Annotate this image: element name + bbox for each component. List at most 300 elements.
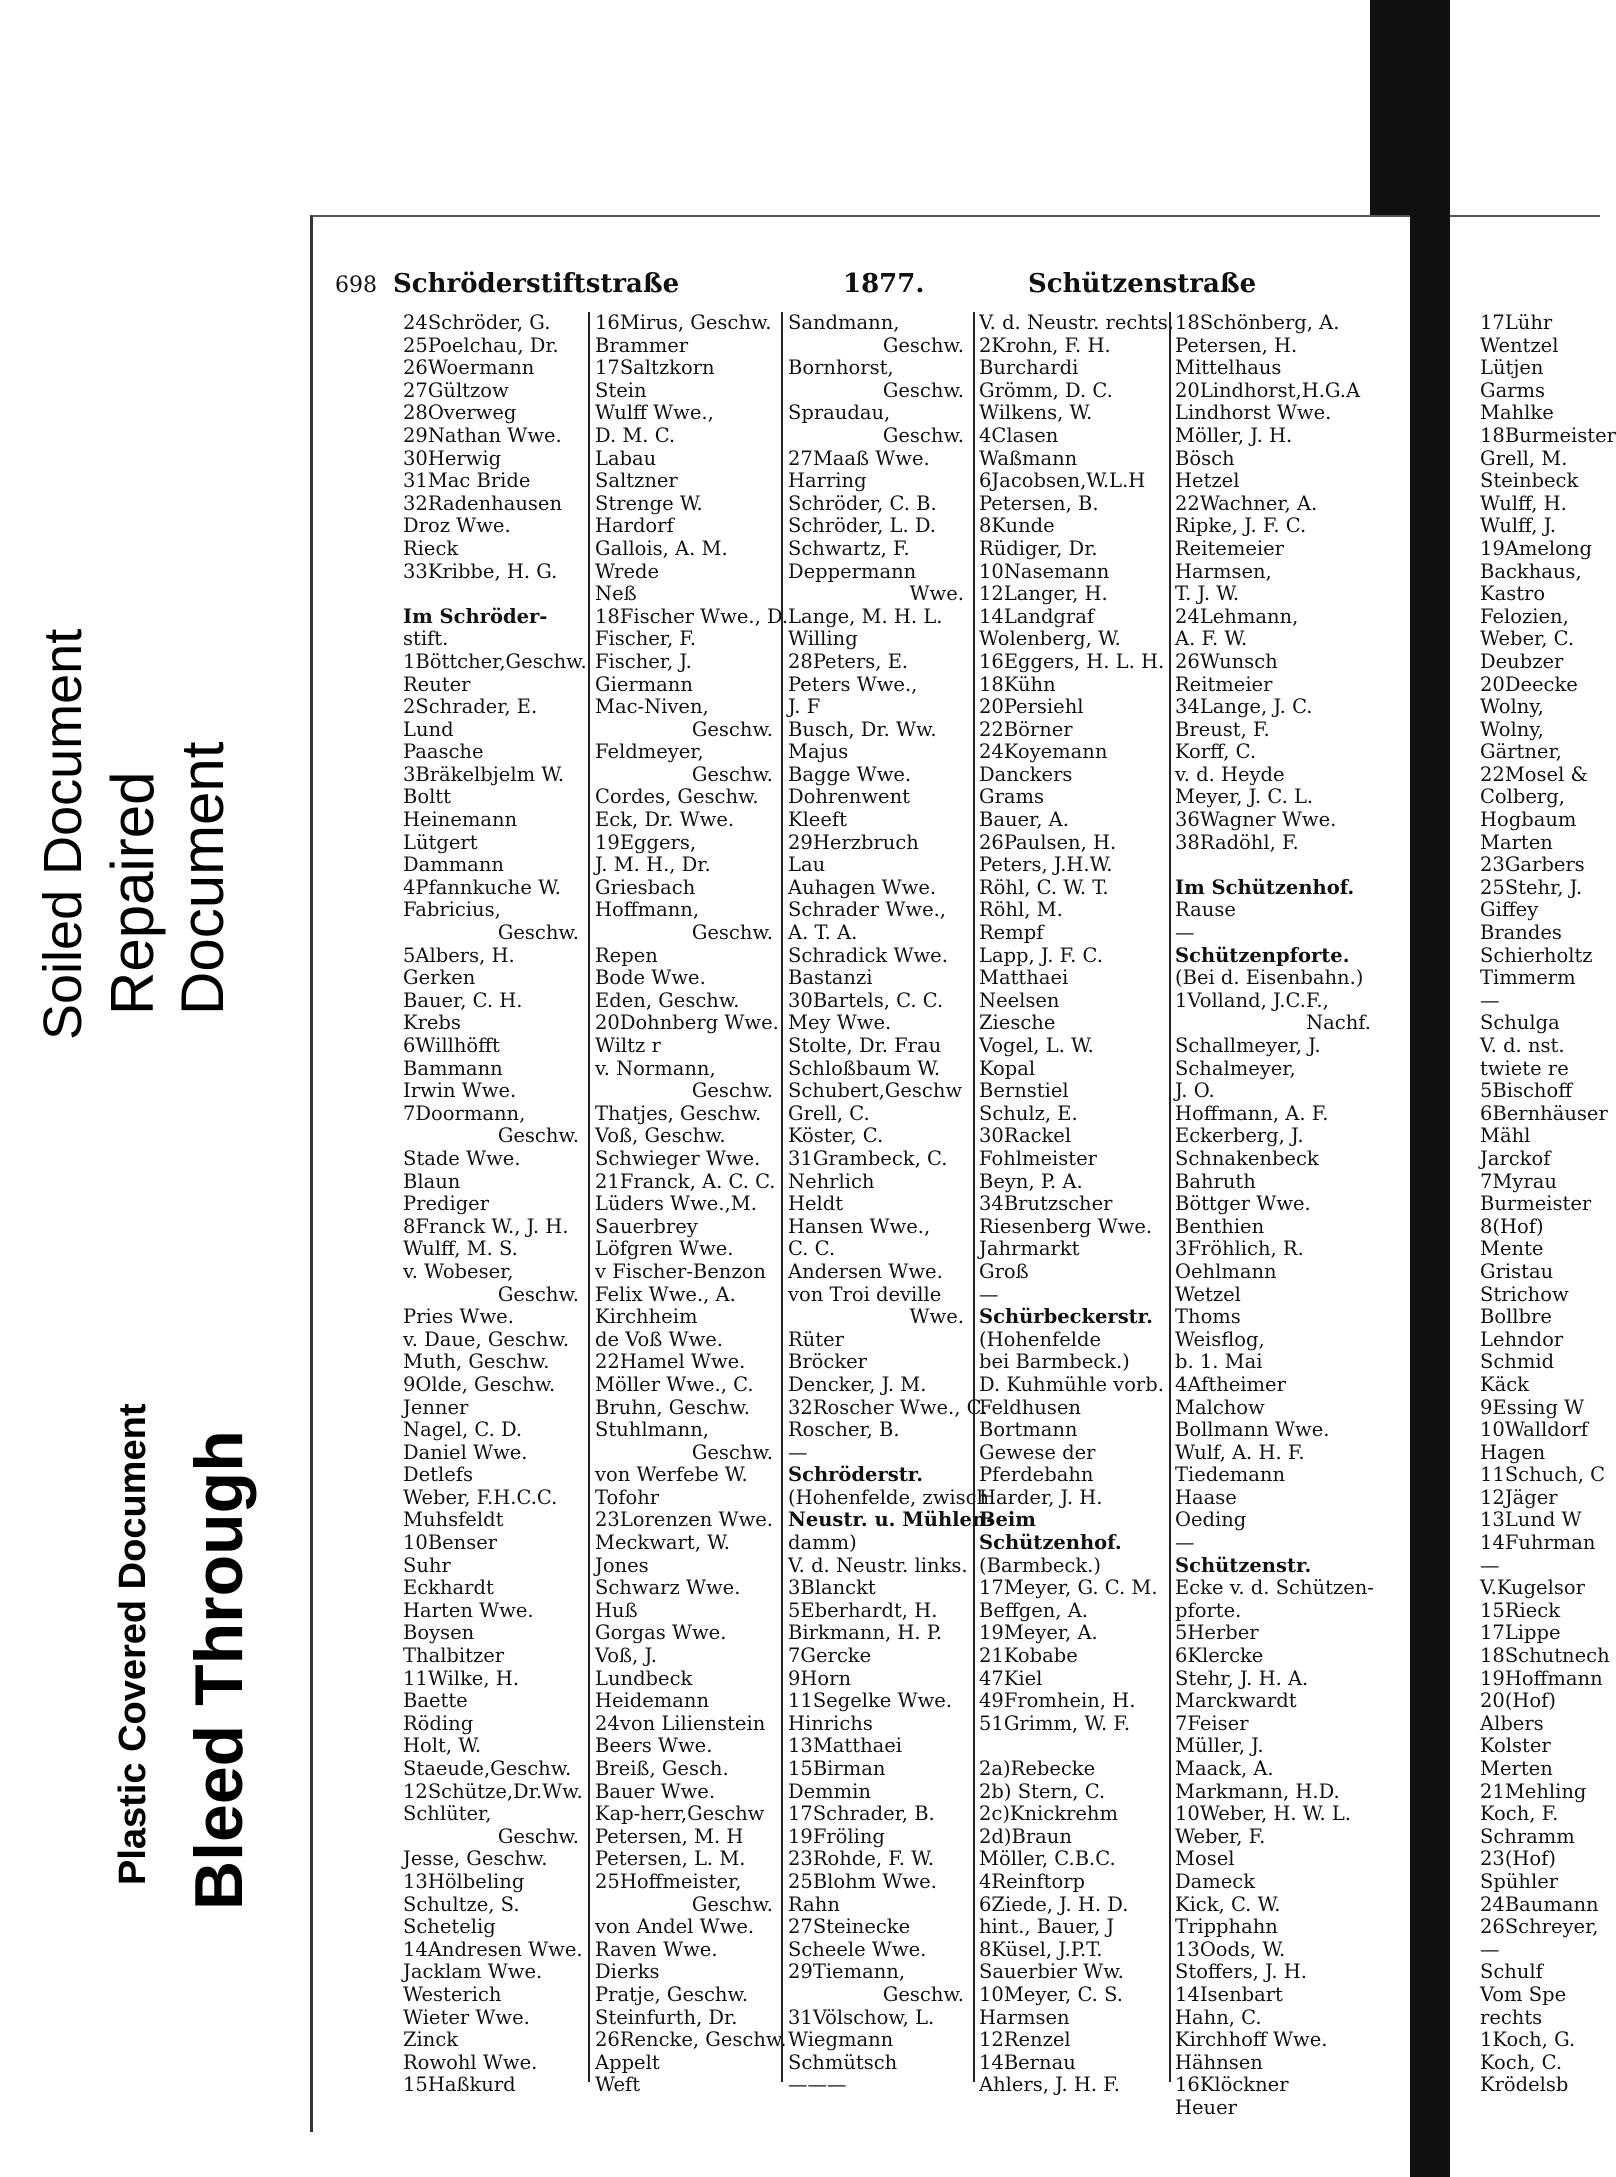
entry-line: Löfgren Wwe.: [595, 1237, 734, 1261]
entry-line: Merten: [1480, 1757, 1553, 1780]
entry-line: Lundbeck: [595, 1666, 693, 1690]
entry-line: 28Overweg: [403, 401, 517, 425]
entry-line: Schürbeckerstr.: [979, 1305, 1153, 1329]
column-rule: [973, 312, 975, 2082]
entry-line: V. d. Neustr. rechts.: [979, 311, 1174, 334]
entry-line: Garms: [1480, 378, 1546, 402]
entry-line: Timmerm: [1480, 966, 1576, 990]
entry-line: Schrader Wwe.,: [788, 898, 946, 922]
entry-line: Gorgas Wwe.: [595, 1621, 727, 1645]
entry-line: damm): [788, 1531, 857, 1555]
entry-line: Pferdebahn: [979, 1463, 1094, 1487]
column-1: [403, 311, 587, 2097]
entry-line: C. C.: [788, 1237, 836, 1261]
entry-line: Rempf: [979, 921, 1044, 945]
entry-line: 23(Hof): [1480, 1847, 1556, 1871]
entry-line: V.Kugelsor: [1480, 1576, 1585, 1600]
page-header: [335, 269, 1423, 309]
entry-line: twiete re: [1480, 1056, 1569, 1080]
entry-line: 1Böttcher,Geschw.: [403, 649, 587, 673]
entry-line: Käck: [1480, 1372, 1529, 1396]
entry-line: Demmin: [788, 1779, 871, 1803]
entry-line: Geschw.: [882, 378, 964, 402]
entry-line: 31Grambeck, C.: [788, 1146, 948, 1170]
entry-line: D. M. C.: [595, 423, 676, 447]
entry-line: Schultze, S.: [403, 1892, 520, 1916]
entry-line: Stuhlmann,: [595, 1418, 709, 1442]
entry-line: 49Fromhein, H.: [979, 1689, 1136, 1713]
directory-page: [310, 215, 1423, 2132]
entry-line: Prediger: [403, 1192, 490, 1216]
entry-line: Geschw.: [691, 1079, 773, 1103]
entry-line: Weber, F.: [1175, 1824, 1266, 1848]
entry-line: 5Herber: [1175, 1621, 1259, 1645]
entry-line: Cordes, Geschw.: [595, 785, 759, 809]
entry-line: A. F. W.: [1175, 627, 1248, 651]
entry-line: Paasche: [403, 740, 484, 764]
entry-line: Labau: [595, 446, 657, 470]
entry-line: Brandes: [1480, 921, 1562, 945]
entry-line: Wiegmann: [788, 2028, 894, 2052]
entry-line: 11Segelke Wwe.: [788, 1689, 952, 1713]
entry-line: 15Rieck: [1480, 1598, 1561, 1622]
entry-line: Schröderstr.: [788, 1463, 923, 1487]
entry-line: Wwe.: [909, 582, 964, 606]
entry-line: Hoffmann, A. F.: [1175, 1101, 1329, 1125]
entry-line: 6Bernhäuser: [1480, 1101, 1608, 1125]
entry-line: Möller, C.B.C.: [979, 1847, 1116, 1871]
entry-line: Markmann, H.D.: [1175, 1779, 1340, 1803]
entry-line: Koch, F.: [1480, 1802, 1559, 1826]
entry-line: Schetelig: [403, 1915, 496, 1939]
entry-line: 26Woermann: [403, 356, 535, 380]
entry-line: Irwin Wwe.: [403, 1079, 517, 1103]
entry-line: Fohlmeister: [979, 1146, 1097, 1170]
entry-line: 26Wunsch: [1175, 649, 1278, 673]
entry-line: Suhr: [403, 1553, 451, 1577]
entry-line: Boltt: [403, 785, 451, 809]
entry-line: Scheele Wwe.: [788, 1937, 927, 1961]
entry-line: 20(Hof): [1480, 1689, 1556, 1713]
entry-line: Hoffmann,: [595, 898, 700, 922]
entry-line: 13Oods, W.: [1175, 1937, 1286, 1961]
entry-line: 6Ziede, J. H. D.: [979, 1892, 1129, 1916]
entry-line: 9Olde, Geschw.: [403, 1372, 556, 1396]
entry-line: 24Schröder, G.: [403, 311, 551, 334]
entry-line: Jarckof: [1480, 1146, 1551, 1170]
entry-line: 31Völschow, L.: [788, 2005, 935, 2029]
entry-line: Geschw.: [691, 1440, 773, 1464]
entry-line: Staeude,Geschw.: [403, 1757, 572, 1780]
entry-line: Hetzel: [1175, 469, 1240, 493]
entry-line: Rüter: [788, 1327, 844, 1351]
entry-line: 3Bräkelbjelm W.: [403, 762, 565, 786]
entry-line: 26Paulsen, H.: [979, 830, 1117, 854]
entry-line: 29Nathan Wwe.: [403, 423, 562, 447]
entry-line: 6Willhöfft: [403, 1034, 500, 1057]
entry-line: 14Bernau: [979, 2050, 1076, 2074]
column-rule: [588, 312, 590, 2082]
entry-line: Fischer, F.: [595, 627, 697, 651]
entry-line: Gewese der: [979, 1440, 1096, 1464]
entry-line: Geschw.: [882, 423, 964, 447]
entry-line: Beyn, P. A.: [979, 1169, 1083, 1193]
entry-line: Geschw.: [882, 333, 964, 357]
entry-line: 32Radenhausen: [403, 491, 562, 515]
entry-line: Geschw.: [691, 1892, 773, 1916]
entry-line: 14Fuhrman: [1480, 1531, 1596, 1555]
entry-line: Nachf.: [1306, 1011, 1371, 1035]
entry-line: Petersen, H.: [1175, 333, 1298, 357]
entry-line: Schröder, C. B.: [788, 491, 937, 515]
entry-line: Heidemann: [595, 1689, 710, 1713]
entry-line: Schützenhof.: [979, 1531, 1122, 1555]
entry-line: Krebs: [403, 1011, 461, 1035]
entry-line: Saltzner: [595, 469, 678, 493]
entry-line: Tofohr: [595, 1485, 660, 1509]
entry-line: 17Meyer, G. C. M.: [979, 1576, 1158, 1600]
entry-line: 3Fröhlich, R.: [1175, 1237, 1304, 1261]
entry-line: J. M. H., Dr.: [595, 853, 711, 877]
entry-line: Appelt: [595, 2050, 660, 2074]
entry-line: Ziesche: [979, 1011, 1056, 1035]
entry-line: Voß, Geschw.: [595, 1124, 726, 1148]
entry-line: 16Mirus, Geschw.: [595, 311, 772, 334]
entry-line: 26Rencke, Geschw.: [595, 2028, 787, 2052]
entry-line: 21Mehling: [1480, 1779, 1587, 1803]
column-4: [979, 311, 1174, 2097]
entry-line: Kleeft: [788, 808, 847, 832]
entry-line: 2d)Braun: [979, 1824, 1072, 1848]
entry-line: Schlüter,: [403, 1802, 492, 1826]
entry-line: Lapp, J. F. C.: [979, 943, 1103, 967]
entry-line: Mittelhaus: [1175, 356, 1282, 380]
entry-line: Haase: [1175, 1485, 1237, 1509]
entry-line: v. Normann,: [595, 1056, 716, 1080]
entry-line: Pries Wwe.: [403, 1305, 514, 1329]
entry-line: Gerken: [403, 966, 476, 990]
entry-line: Dencker, J. M.: [788, 1372, 927, 1396]
entry-line: Grell, C.: [788, 1101, 870, 1125]
entry-line: 47Kiel: [979, 1666, 1043, 1690]
entry-line: 17Saltzkorn: [595, 356, 715, 380]
entry-line: Schwieger Wwe.: [595, 1146, 761, 1170]
entry-line: Petersen, B.: [979, 491, 1099, 515]
entry-line: 23Rohde, F. W.: [788, 1847, 934, 1871]
entry-line: Ripke, J. F. C.: [1175, 514, 1307, 538]
entry-line: Felozien,: [1480, 604, 1569, 628]
entry-line: Lindhorst Wwe.: [1175, 401, 1332, 425]
entry-line: 17Lühr: [1480, 311, 1553, 334]
entry-line: Röding: [403, 1711, 474, 1735]
entry-line: Schramm: [1480, 1824, 1575, 1848]
entry-line: Feldmeyer,: [595, 740, 704, 764]
entry-line: 11Wilke, H.: [403, 1666, 519, 1690]
entry-line: 9Horn: [788, 1666, 852, 1690]
entry-line: Im Schröder-: [403, 604, 548, 628]
entry-line: Harder, J. H.: [979, 1485, 1103, 1509]
entry-line: 23Lorenzen Wwe.: [595, 1508, 773, 1532]
entry-line: 28Peters, E.: [788, 649, 909, 673]
entry-line: Lüders Wwe.,M.: [595, 1192, 757, 1216]
entry-line: Auhagen Wwe.: [788, 875, 937, 899]
entry-line: Beers Wwe.: [595, 1734, 713, 1758]
entry-line: Mosel: [1175, 1847, 1235, 1871]
entry-line: 15Birman: [788, 1757, 886, 1780]
entry-line: Im Schützenhof.: [1175, 875, 1355, 899]
entry-line: Kirchhoff Wwe.: [1175, 2028, 1328, 2052]
left-street-heading: Schröderstiftstraße: [393, 269, 680, 299]
entry-line: Lehndor: [1480, 1327, 1564, 1351]
entry-line: Hinrichs: [788, 1711, 873, 1735]
entry-line: 19Meyer, A.: [979, 1621, 1098, 1645]
entry-line: Marten: [1480, 830, 1553, 854]
entry-line: Boysen: [403, 1621, 475, 1645]
column-rule: [781, 312, 783, 2082]
binding-shadow: [1370, 0, 1415, 215]
entry-line: Dameck: [1175, 1869, 1256, 1893]
entry-line: Felix Wwe., A.: [595, 1282, 736, 1306]
entry-line: 24Lehmann,: [1175, 604, 1299, 628]
entry-line: Mente: [1480, 1237, 1544, 1261]
entry-line: Schnakenbeck: [1175, 1146, 1319, 1170]
entry-line: (Hohenfelde: [979, 1327, 1102, 1351]
entry-line: Reitmeier: [1175, 672, 1273, 696]
entry-line: Blaun: [403, 1169, 461, 1193]
entry-line: Harmsen,: [1175, 559, 1272, 583]
entry-line: 31Mac Bride: [403, 469, 531, 493]
entry-line: Lau: [788, 853, 826, 877]
entry-line: 6Jacobsen,W.L.H: [979, 469, 1146, 493]
entry-line: 11Schuch, C: [1480, 1463, 1606, 1487]
entry-line: Eckhardt: [403, 1576, 494, 1600]
entry-line: Wolny,: [1480, 695, 1544, 719]
entry-line: [979, 1735, 1165, 1758]
entry-line: 22Wachner, A.: [1175, 491, 1318, 515]
entry-line: 22Börner: [979, 717, 1073, 741]
entry-line: Bahruth: [1175, 1169, 1256, 1193]
entry-line: Wieter Wwe.: [403, 2005, 530, 2029]
entry-line: 19Eggers,: [595, 830, 697, 854]
entry-line: Willing: [788, 627, 858, 651]
entry-line: Nagel, C. D.: [403, 1418, 523, 1442]
entry-line: 12Langer, H.: [979, 582, 1108, 606]
entry-line: Wolny,: [1480, 717, 1544, 741]
page-number: 698: [335, 273, 377, 298]
entry-line: 12Jäger: [1480, 1485, 1558, 1509]
entry-line: Weber, C.: [1480, 627, 1575, 651]
entry-line: Hansen Wwe.,: [788, 1214, 931, 1238]
entry-line: Baette: [403, 1689, 468, 1713]
entry-line: 24Koyemann: [979, 740, 1108, 764]
entry-line: J. F: [788, 695, 821, 719]
entry-line: 33Kribbe, H. G.: [403, 559, 558, 583]
entry-line: Harring: [788, 469, 867, 493]
entry-line: Dierks: [595, 1960, 660, 1984]
entry-line: Zinck: [403, 2028, 459, 2052]
entry-line: v. Daue, Geschw.: [403, 1327, 570, 1351]
entry-line: 12Renzel: [979, 2028, 1071, 2052]
entry-line: Roscher, B.: [788, 1418, 900, 1442]
entry-line: Kap-herr,Geschw: [595, 1802, 765, 1826]
entry-line: Droz Wwe.: [403, 514, 511, 538]
entry-line: Schützenstr.: [1175, 1553, 1312, 1577]
entry-line: Muth, Geschw.: [403, 1350, 550, 1374]
entry-line: Bösch: [1175, 446, 1235, 470]
entry-line: 25Stehr, J.: [1480, 875, 1583, 899]
entry-line: Wilkens, W.: [979, 401, 1093, 425]
entry-line: 21Franck, A. C. C.: [595, 1169, 776, 1193]
entry-line: ———: [788, 2073, 847, 2097]
entry-line: 18Schutnech: [1480, 1644, 1610, 1668]
entry-line: 29Tiemann,: [788, 1960, 906, 1984]
entry-line: Schmid: [1480, 1350, 1555, 1374]
entry-line: 17Lippe: [1480, 1621, 1561, 1645]
entry-line: Bruhn, Geschw.: [595, 1395, 750, 1419]
entry-line: Köster, C.: [788, 1124, 884, 1148]
entry-line: rechts: [1480, 2005, 1543, 2029]
entry-line: Busch, Dr. Ww.: [788, 717, 937, 741]
entry-line: 18Burmeister: [1480, 423, 1616, 447]
entry-line: 30Rackel: [979, 1124, 1072, 1148]
entry-line: 4Reinftorp: [979, 1869, 1086, 1893]
entry-line: Stoffers, J. H.: [1175, 1960, 1307, 1984]
entry-line: Huß: [595, 1598, 638, 1622]
entry-line: Fabricius,: [403, 898, 501, 922]
entry-line: Wolenberg, W.: [979, 627, 1121, 651]
entry-line: Bauer Wwe.: [595, 1779, 716, 1803]
entry-line: Wiltz r: [595, 1034, 661, 1057]
entry-line: —: [1480, 988, 1500, 1012]
entry-line: Möller Wwe., C.: [595, 1372, 754, 1396]
entry-line: Kolster: [1480, 1734, 1551, 1758]
entry-line: Kastro: [1480, 582, 1546, 606]
entry-line: Petersen, L. M.: [595, 1847, 746, 1871]
entry-line: Pratje, Geschw.: [595, 1982, 749, 2006]
column-rule: [1169, 312, 1171, 2082]
column-3: [788, 311, 996, 2097]
entry-line: Kick, C. W.: [1175, 1892, 1281, 1916]
entry-line: Holt, W.: [403, 1734, 482, 1758]
entry-line: Petersen, M. H: [595, 1824, 744, 1848]
entry-line: [1175, 854, 1375, 877]
entry-line: Rowohl Wwe.: [403, 2050, 538, 2074]
entry-line: Hogbaum: [1480, 808, 1577, 832]
entry-line: Schallmeyer, J.: [1175, 1034, 1321, 1057]
entry-line: Wulf, A. H. F.: [1175, 1440, 1305, 1464]
label-repaired: [98, 655, 238, 1015]
entry-line: A. T. A.: [788, 921, 858, 945]
entry-line: Vogel, L. W.: [979, 1034, 1094, 1057]
label-bleed-through: Bleed Through: [181, 1430, 257, 1910]
entry-line: Bauer, C. H.: [403, 988, 523, 1012]
entry-line: 15Haßkurd: [403, 2073, 516, 2097]
entry-line: Riesenberg Wwe.: [979, 1214, 1153, 1238]
entry-line: Bastanzi: [788, 966, 873, 990]
entry-line: 13Matthaei: [788, 1734, 903, 1758]
entry-line: Gallois, A. M.: [595, 536, 728, 560]
entry-line: Hähnsen: [1175, 2050, 1263, 2074]
entry-line: 7Doormann,: [403, 1101, 526, 1125]
entry-line: Geschw.: [497, 1282, 579, 1306]
entry-line: Bernstiel: [979, 1079, 1069, 1103]
entry-line: Geschw.: [691, 921, 773, 945]
entry-line: —: [979, 1282, 999, 1306]
entry-line: de Voß Wwe.: [595, 1327, 723, 1351]
entry-line: Heldt: [788, 1192, 844, 1216]
entry-line: Spühler: [1480, 1869, 1559, 1893]
entry-line: Hahn, C.: [1175, 2005, 1262, 2029]
entry-line: 10Meyer, C. S.: [979, 1982, 1123, 2006]
entry-line: 16Eggers, H. L. H.: [979, 649, 1165, 673]
entry-line: Thalbitzer: [403, 1644, 505, 1668]
entry-line: Jones: [595, 1553, 649, 1577]
entry-line: Rause: [1175, 898, 1236, 922]
entry-line: Daniel Wwe.: [403, 1440, 528, 1464]
entry-line: Wwe.: [909, 1305, 964, 1329]
entry-line: Thatjes, Geschw.: [595, 1101, 762, 1125]
entry-line: Sandmann,: [788, 311, 900, 334]
entry-line: 10Benser: [403, 1531, 498, 1555]
entry-line: Harmsen: [979, 2005, 1070, 2029]
entry-line: —: [1175, 1531, 1195, 1555]
entry-line: 21Kobabe: [979, 1644, 1078, 1668]
label-plastic-covered-document: Plastic Covered Document: [112, 1403, 154, 1885]
entry-line: Meyer, J. C. L.: [1175, 785, 1314, 809]
entry-line: Wetzel: [1175, 1282, 1241, 1306]
entry-line: Benthien: [1175, 1214, 1265, 1238]
entry-line: 13Hölbeling: [403, 1869, 525, 1893]
entry-line: (Barmbeck.): [979, 1553, 1101, 1577]
entry-line: Neß: [595, 582, 637, 606]
entry-line: Lütjen: [1480, 356, 1544, 380]
year-heading: 1877.: [843, 269, 925, 299]
entry-line: Reuter: [403, 672, 471, 696]
entry-line: 7Gercke: [788, 1644, 872, 1668]
entry-line: Groß: [979, 1259, 1029, 1283]
entry-line: Griesbach: [595, 875, 696, 899]
entry-line: Colberg,: [1480, 785, 1565, 809]
entry-line: Grams: [979, 785, 1045, 809]
entry-line: 51Grimm, W. F.: [979, 1711, 1131, 1735]
entry-line: Wulff, H.: [1480, 491, 1567, 515]
entry-line: Mey Wwe.: [788, 1011, 892, 1035]
entry-line: Bagge Wwe.: [788, 762, 912, 786]
entry-line: Ahlers, J. H. F.: [979, 2073, 1120, 2097]
entry-line: Hardorf: [595, 514, 674, 538]
entry-line: Schulga: [1480, 1011, 1560, 1035]
entry-line: Albers: [1480, 1711, 1544, 1735]
entry-line: Wulff, M. S.: [403, 1237, 518, 1261]
entry-line: Mahlke: [1480, 401, 1554, 425]
entry-line: von Andel Wwe.: [595, 1915, 755, 1939]
entry-line: Giermann: [595, 672, 693, 696]
entry-line: 7Feiser: [1175, 1711, 1249, 1735]
entry-line: 2Schrader, E.: [403, 695, 538, 719]
entry-line: Detlefs: [403, 1463, 474, 1487]
entry-line: 34Lange, J. C.: [1175, 695, 1313, 719]
entry-line: Meckwart, W.: [595, 1531, 730, 1555]
right-street-heading: Schützenstraße: [1028, 269, 1257, 299]
entry-line: Röhl, C. W. T.: [979, 875, 1109, 899]
entry-line: Jenner: [403, 1395, 469, 1419]
entry-line: 14Landgraf: [979, 604, 1095, 628]
entry-line: Deubzer: [1480, 649, 1564, 673]
entry-line: Tripphahn: [1175, 1915, 1278, 1939]
entry-line: Strenge W.: [595, 491, 703, 515]
entry-line: 1Volland, J.C.F.,: [1175, 988, 1329, 1012]
entry-line: Majus: [788, 740, 849, 764]
